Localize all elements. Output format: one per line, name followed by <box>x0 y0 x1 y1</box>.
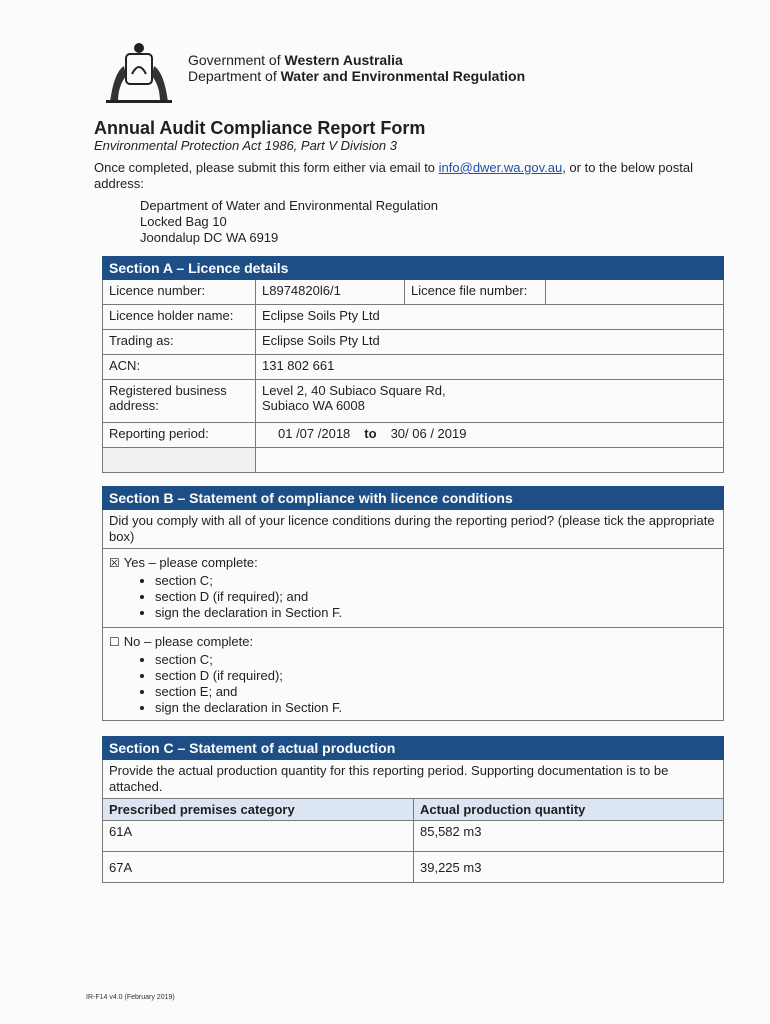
period-label: Reporting period: <box>103 423 256 448</box>
section-c-heading: Section C – Statement of actual production <box>103 737 724 760</box>
yes-option[interactable] <box>103 549 724 628</box>
table-row <box>103 852 724 883</box>
address-line: Locked Bag 10 <box>140 214 227 229</box>
address-line: Joondalup DC WA 6919 <box>140 230 279 245</box>
category-cell[interactable]: 67A <box>103 852 414 883</box>
licence-file-field[interactable] <box>546 280 724 305</box>
quantity-cell[interactable]: 39,225 m3 <box>414 852 724 883</box>
list-item: • section E; and <box>155 684 717 700</box>
yes-label: Yes – please complete: <box>123 555 258 570</box>
email-link[interactable]: info@dwer.wa.gov.au <box>438 160 563 175</box>
list-item: • sign the declaration in Section F. <box>155 700 717 716</box>
address-label: Registered business address: <box>103 380 256 423</box>
gov-name: Western Australia <box>284 52 403 68</box>
production-instruction: Provide the actual production quantity for this reporting period. Supporting documentation is to be attached. <box>103 760 724 799</box>
trading-field[interactable]: Eclipse Soils Pty Ltd <box>256 330 724 355</box>
list-item: • section C; <box>155 573 717 589</box>
section-c-table <box>102 736 724 883</box>
compliance-question: Did you comply with all of your licence conditions during the reporting period? (please tick the appropriate box) <box>103 510 724 549</box>
address-line-1: Level 2, 40 Subiaco Square Rd, <box>262 383 446 398</box>
holder-label: Licence holder name: <box>103 305 256 330</box>
form-title: Annual Audit Compliance Report Form <box>94 118 426 138</box>
list-item: • section D (if required); and <box>155 589 717 605</box>
acn-label: ACN: <box>103 355 256 380</box>
trading-label: Trading as: <box>103 330 256 355</box>
gov-prefix: Government of <box>188 52 281 68</box>
period-field[interactable] <box>256 423 724 448</box>
form-version-footer: IR-F14 v4.0 (February 2019) <box>86 994 175 1001</box>
acn-field[interactable]: 131 802 661 <box>256 355 724 380</box>
quantity-cell[interactable]: 85,582 m3 <box>414 821 724 852</box>
category-column-header: Prescribed premises category <box>103 799 414 821</box>
section-a-table <box>102 256 724 473</box>
intro-after: , or to the below postal address: <box>94 160 693 191</box>
licence-number-field[interactable]: L8974820l6/1 <box>256 280 405 305</box>
holder-field[interactable]: Eclipse Soils Pty Ltd <box>256 305 724 330</box>
wa-coat-of-arms-icon <box>102 40 176 106</box>
list-item: • sign the declaration in Section F. <box>155 605 717 621</box>
category-cell[interactable]: 61A <box>103 821 414 852</box>
address-field[interactable] <box>256 380 724 423</box>
table-row <box>103 821 724 852</box>
no-list <box>109 652 717 716</box>
checkbox-checked-icon[interactable]: ☒ <box>109 556 120 570</box>
government-header <box>188 52 525 84</box>
blank-label-cell <box>103 448 256 473</box>
list-item: • section C; <box>155 652 717 668</box>
no-label: No – please complete: <box>123 634 254 649</box>
dept-name: Water and Environmental Regulation <box>280 68 526 84</box>
licence-number-label: Licence number: <box>103 280 256 305</box>
quantity-column-header: Actual production quantity <box>414 799 724 821</box>
period-to-word: to <box>364 426 377 441</box>
section-b-table <box>102 486 724 721</box>
blank-field-cell[interactable] <box>256 448 724 473</box>
checkbox-empty-icon[interactable]: ☐ <box>109 635 120 649</box>
no-option[interactable] <box>103 628 724 721</box>
yes-list <box>109 573 717 621</box>
section-a-heading: Section A – Licence details <box>103 257 724 280</box>
form-subtitle: Environmental Protection Act 1986, Part V Division 3 <box>94 138 397 153</box>
section-b-heading: Section B – Statement of compliance with licence conditions <box>103 487 724 510</box>
address-line-2: Subiaco WA 6008 <box>262 398 365 413</box>
intro-before: Once completed, please submit this form either via email to <box>94 160 439 175</box>
list-item: • section D (if required); <box>155 668 717 684</box>
period-to[interactable]: 30/ 06 / 2019 <box>390 426 467 441</box>
period-from[interactable]: 01 /07 /2018 <box>278 426 351 441</box>
address-line: Department of Water and Environmental Regulation <box>140 198 438 213</box>
intro-text <box>94 160 714 192</box>
licence-file-label: Licence file number: <box>405 280 546 305</box>
postal-address <box>140 198 438 246</box>
dept-prefix: Department of <box>188 68 277 84</box>
